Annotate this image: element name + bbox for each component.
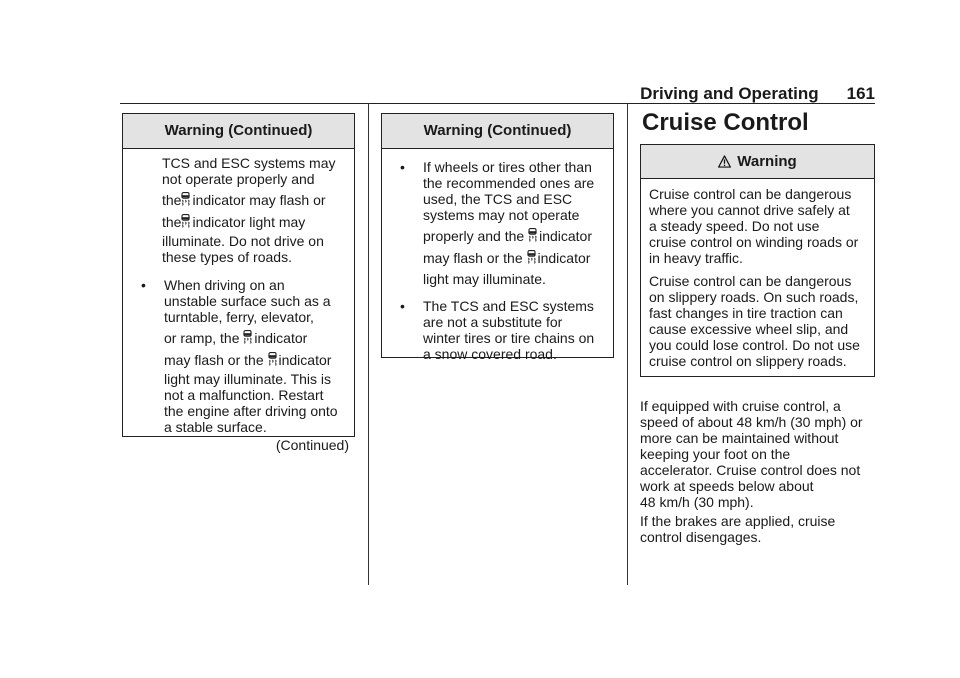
column-divider-1 [368,103,369,585]
traction-control-icon [527,250,536,264]
warning-triangle-icon [718,155,731,168]
bullet-marker: • [141,277,146,293]
text-line: light may illuminate. This is [164,371,332,387]
traction-control-icon [181,192,190,206]
bullet-marker: • [400,159,405,175]
text-line: not a malfunction. Restart [164,387,324,403]
warning-box-body [382,149,613,362]
bullet-item [390,298,605,362]
text-line: these types of roads. [162,249,292,265]
header-rule [120,103,875,104]
text-line: light may illuminate. [423,271,546,287]
text-line-with-icon: or ramp, the indicator [164,330,308,346]
body-paragraph: If equipped with cruise control, a speed of about 48 km/h (30 mph) or more can be maintained without keeping your foot on the accelerator. Cruise control does not work at speeds below about 48 km/h (30 mph). [640,398,863,510]
text-line: a stable surface. [164,419,267,435]
text-line-with-icon: may flash or the indicator [423,250,591,266]
warning-box-continued-1 [122,113,355,453]
page-number: 161 [846,84,875,103]
text-line: The TCS and ESC systems [423,298,594,314]
traction-control-icon [528,228,537,242]
warning-box-title: Warning (Continued) [123,114,354,149]
traction-control-icon [181,214,190,228]
text-line: used, the TCS and ESC [423,191,573,207]
text-line: not operate properly and [162,171,315,187]
warning-box-continued-2 [381,113,614,362]
section-title: Driving and Operating [640,84,819,103]
text-line: the engine after driving onto [164,403,338,419]
text-line: winter tires or tire chains on [423,330,595,346]
text-line-with-icon: the indicator light may [162,214,306,230]
text-line-with-icon: properly and the indicator [423,228,592,244]
text-line: turntable, ferry, elevator, [164,309,314,325]
text-line: illuminate. Do not drive on [162,233,324,249]
section-heading: Cruise Control [642,109,809,136]
text-line: a snow covered road. [423,346,557,362]
text-line-with-icon: may flash or the indicator [164,352,332,368]
continued-label: (Continued) [275,437,349,453]
text-line: systems may not operate [423,207,580,223]
text-line: are not a substitute for [423,314,563,330]
page-header [120,84,875,104]
text-line-with-icon: the indicator may flash or [162,192,326,208]
column-divider-2 [627,103,628,585]
traction-control-icon [243,330,252,344]
traction-control-icon [268,352,277,366]
bullet-item [131,277,346,435]
warning-paragraph: Cruise control can be dangerous on slippery roads. On such roads, fast changes in tire traction can cause excessive wheel slip, and you could lose control. Do not use cruise control on slippery roads. [649,273,860,369]
warning-box-body [123,149,354,453]
text-line: TCS and ESC systems may [162,155,336,171]
text-line: When driving on an [164,277,285,293]
warning-paragraph: Cruise control can be dangerous where you cannot drive safely at a steady speed. Do not use cruise control on winding roads or in heavy traffic. [649,186,859,266]
warning-box [640,144,875,377]
bullet-marker: • [400,298,405,314]
warning-label: Warning [737,153,797,170]
warning-box-title [641,145,874,179]
body-paragraph: If the brakes are applied, cruise control disengages. [640,513,836,545]
text-line: unstable surface such as a [164,293,331,309]
text-line: the recommended ones are [423,175,595,191]
bullet-item [390,159,605,287]
text-line: If wheels or tires other than [423,159,592,175]
warning-box-body [641,179,874,369]
warning-box-title: Warning (Continued) [382,114,613,149]
